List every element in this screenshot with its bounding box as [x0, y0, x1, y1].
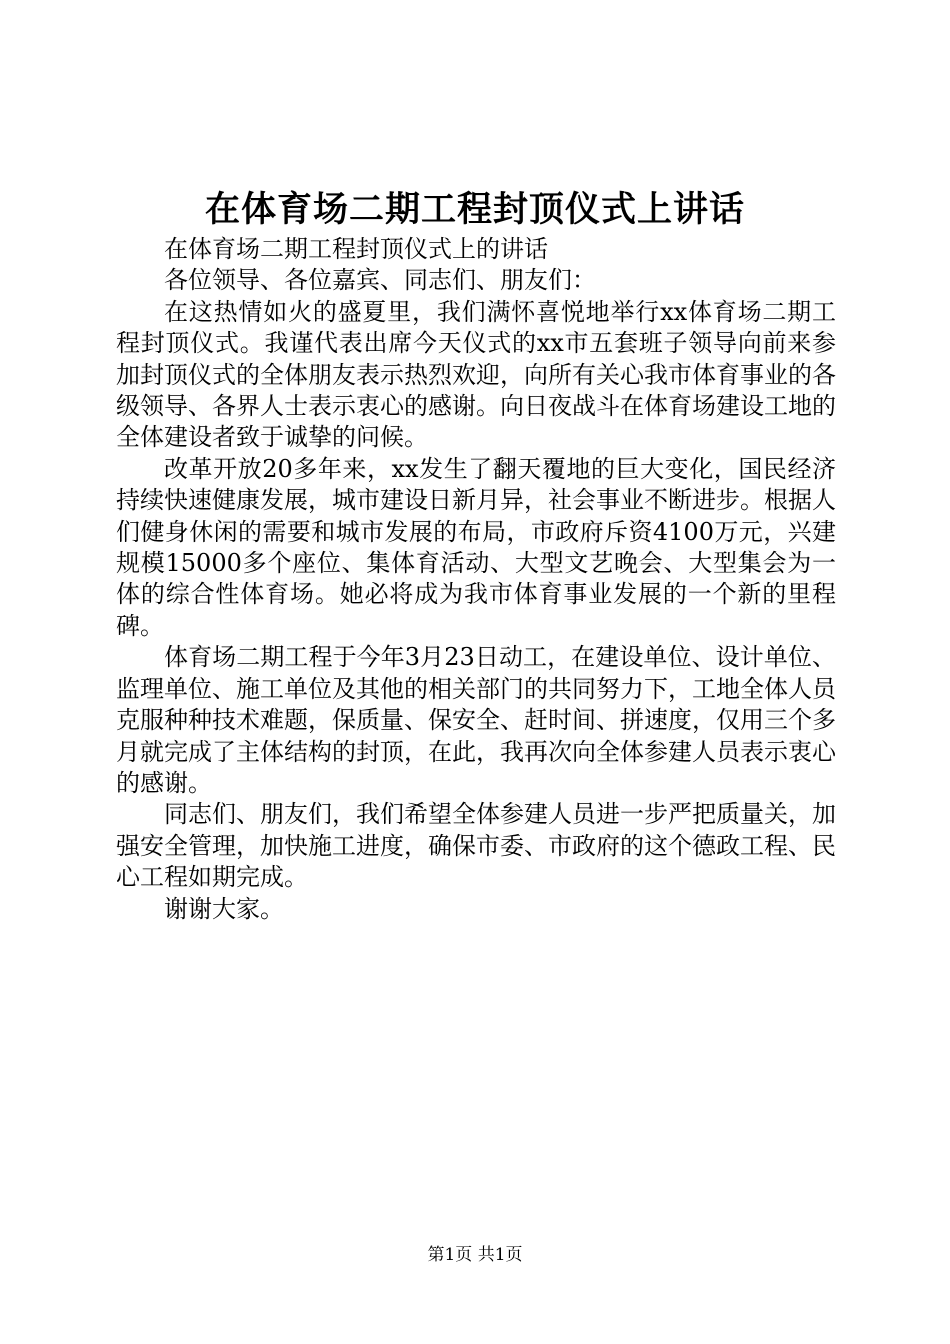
- paragraph-welcome: 在这热情如火的盛夏里，我们满怀喜悦地举行xx体育场二期工程封顶仪式。我谨代表出席今天仪式的xx市五套班子领导向前来参加封顶仪式的全体朋友表示热烈欢迎，向所有关心我市体育事业的各级领导、各界人士表示衷心的感谢。向日夜战斗在体育场建设工地的全体建设者致于诚挚的问候。: [116, 297, 836, 452]
- document-title: 在体育场二期工程封顶仪式上讲话: [204, 189, 745, 230]
- paragraph-subtitle: 在体育场二期工程封顶仪式上的讲话: [164, 235, 548, 263]
- page-footer: 第1页 共1页: [427, 1245, 523, 1265]
- document-body: [116, 234, 836, 925]
- paragraph-salutation: 各位领导、各位嘉宾、同志们、朋友们：: [164, 266, 596, 295]
- paragraph-hope: 同志们、朋友们，我们希望全体参建人员进一步严把质量关，加强安全管理，加快施工进度，确保市委、市政府的这个德政工程、民心工程如期完成。: [116, 800, 836, 892]
- paragraph-thanks: 谢谢大家。: [164, 894, 284, 923]
- paragraph-development: 改革开放20多年来，xx发生了翻天覆地的巨大变化，国民经济持续快速健康发展，城市建设日新月异，社会事业不断进步。根据人们健身休闲的需要和城市发展的布局，市政府斥资4100万元，兴建规模15000多个座位、集体育活动、大型文艺晚会、大型集会为一体的综合性体育场。她必将成为我市体育事业发展的一个新的里程碑。: [116, 454, 836, 640]
- paragraph-construction: 体育场二期工程于今年3月23日动工，在建设单位、设计单位、监理单位、施工单位及其他的相关部门的共同努力下，工地全体人员克服种种技术难题，保质量、保安全、赶时间、拼速度，仅用三个多月就完成了主体结构的封顶，在此，我再次向全体参建人员表示衷心的感谢。: [116, 643, 836, 797]
